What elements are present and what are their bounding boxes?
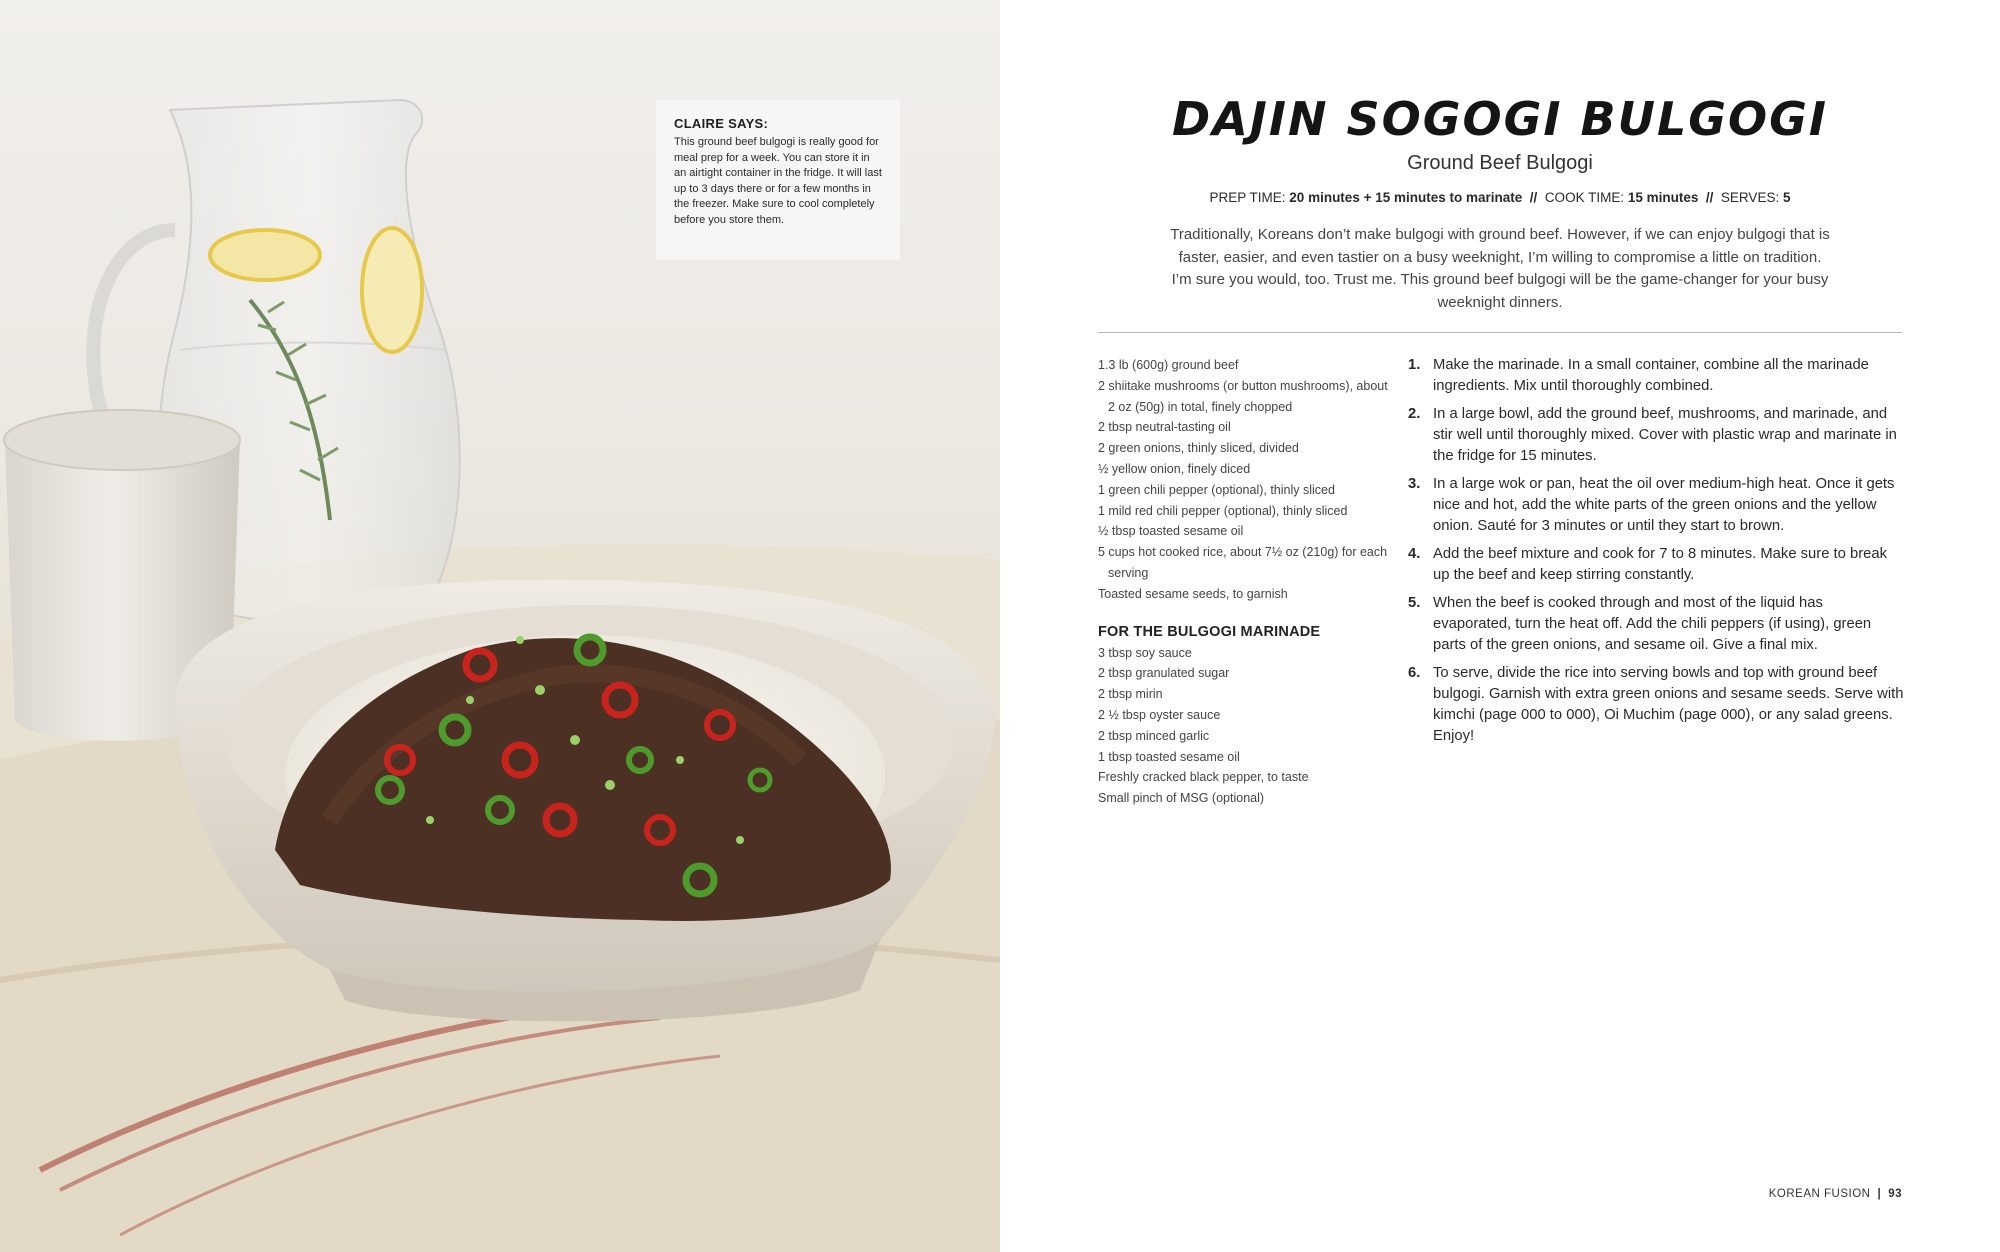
method-step bbox=[1408, 593, 1904, 656]
ingredient-item: Toasted sesame seeds, to garnish bbox=[1098, 586, 1288, 601]
meta-separator: // bbox=[1529, 190, 1538, 205]
marinade-heading: FOR THE BULGOGI MARINADE bbox=[1098, 623, 1321, 640]
marinade-item: Freshly cracked black pepper, to taste bbox=[1098, 770, 1309, 785]
note-heading-suffix: SAYS: bbox=[728, 116, 769, 131]
note-heading-name: CLAIRE bbox=[674, 116, 725, 131]
note-heading bbox=[674, 116, 882, 131]
divider-rule bbox=[1098, 332, 1902, 333]
recipe-title: DAJIN SOGOGI BULGOGI bbox=[1172, 92, 1828, 146]
marinade-item: 2 tbsp granulated sugar bbox=[1098, 666, 1230, 681]
step-number: 4. bbox=[1408, 546, 1421, 562]
marinade-item: 2 tbsp minced garlic bbox=[1098, 728, 1210, 743]
step-number: 6. bbox=[1408, 665, 1421, 681]
marinade-item: 2 ½ tbsp oyster sauce bbox=[1098, 707, 1221, 722]
step-text: Add the beef mixture and cook for 7 to 8 minutes. Make sure to break up the beef and keep stirring constantly. bbox=[1433, 546, 1888, 583]
claire-says-note bbox=[656, 100, 900, 260]
ingredient-item: 2 green onions, thinly sliced, divided bbox=[1098, 441, 1299, 456]
ingredient-item: 1 green chili pepper (optional), thinly sliced bbox=[1098, 482, 1335, 497]
serves-label: SERVES: bbox=[1720, 190, 1780, 205]
marinade-item: 1 tbsp toasted sesame oil bbox=[1098, 749, 1240, 764]
ingredient-item: ½ tbsp toasted sesame oil bbox=[1098, 524, 1244, 539]
step-number: 1. bbox=[1408, 357, 1421, 373]
method-step bbox=[1408, 544, 1904, 586]
ingredient-item: 2 shiitake mushrooms (or button mushrooms), about 2 oz (50g) in total, finely chopped bbox=[1098, 378, 1388, 414]
page-footer bbox=[1769, 1188, 1902, 1200]
meta-separator: // bbox=[1705, 190, 1714, 205]
cook-value: 15 minutes bbox=[1627, 190, 1699, 205]
step-text: In a large wok or pan, heat the oil over medium-high heat. Once it gets nice and hot, add the white parts of the green onions and the yellow onion. Sauté for 3 minutes or until they start to brown. bbox=[1433, 476, 1895, 534]
ingredient-item: 1 mild red chili pepper (optional), thinly sliced bbox=[1098, 503, 1348, 518]
method-step bbox=[1408, 663, 1904, 747]
step-text: In a large bowl, add the ground beef, mushrooms, and marinade, and stir well until thoroughly mixed. Cover with plastic wrap and marinate in the fridge for 15 minutes. bbox=[1433, 406, 1897, 464]
step-number: 3. bbox=[1408, 476, 1421, 492]
ingredient-item: 2 tbsp neutral-tasting oil bbox=[1098, 420, 1231, 435]
serves-value: 5 bbox=[1782, 190, 1791, 205]
ingredient-item: 5 cups hot cooked rice, about 7½ oz (210g) for each serving bbox=[1098, 545, 1388, 580]
step-text: Make the marinade. In a small container, combine all the marinade ingredients. Mix until thoroughly combined. bbox=[1433, 357, 1869, 394]
step-text: To serve, divide the rice into serving bowls and top with ground beef bulgogi. Garnish with extra green onions and sesame seeds. Serve with kimchi (page 000 to 000), Oi Muchim (page 000), or any salad greens. Enjoy! bbox=[1433, 665, 1904, 744]
recipe-page bbox=[1000, 0, 2000, 1252]
marinade-item: 3 tbsp soy sauce bbox=[1098, 645, 1192, 660]
ingredient-list bbox=[1098, 355, 1388, 809]
method-step bbox=[1408, 404, 1904, 467]
recipe-meta bbox=[1098, 190, 1902, 205]
marinade-item: Small pinch of MSG (optional) bbox=[1098, 791, 1265, 806]
recipe-subtitle: Ground Beef Bulgogi bbox=[1407, 152, 1593, 174]
prep-label: PREP TIME: bbox=[1209, 190, 1286, 205]
note-body: This ground beef bulgogi is really good for meal prep for a week. You can store it in an airtight container in the fridge. It will last up to 3 days there or for a few months in the freezer. Make sure to cool completely before you store them. bbox=[674, 136, 882, 226]
section-name: KOREAN FUSION bbox=[1768, 1188, 1871, 1200]
marinade-item: 2 tbsp mirin bbox=[1098, 687, 1163, 702]
page-number: 93 bbox=[1888, 1188, 1902, 1200]
step-number: 5. bbox=[1408, 595, 1421, 611]
cook-label: COOK TIME: bbox=[1544, 190, 1625, 205]
footer-separator: | bbox=[1877, 1188, 1882, 1200]
method-step bbox=[1408, 474, 1904, 537]
method-step bbox=[1408, 355, 1904, 397]
ingredient-item: 1.3 lb (600g) ground beef bbox=[1098, 358, 1239, 372]
ingredient-item: ½ yellow onion, finely diced bbox=[1098, 461, 1251, 476]
prep-value: 20 minutes + 15 minutes to marinate bbox=[1289, 190, 1523, 205]
method-steps bbox=[1408, 355, 1904, 754]
step-number: 2. bbox=[1408, 406, 1421, 422]
step-text: When the beef is cooked through and most of the liquid has evaporated, turn the heat off. Add the chili peppers (if using), green parts of the green onions, and sesame oil. Give a final mix. bbox=[1433, 595, 1872, 653]
recipe-intro: Traditionally, Koreans don’t make bulgogi with ground beef. However, if we can enjoy bulgogi that is faster, easier, and even tastier on a busy weeknight, I’m willing to compromise a little on tradition. I’m sure you would, too. Trust me. This ground beef bulgogi will be the game-changer for your busy weeknight dinners. bbox=[1170, 226, 1830, 311]
